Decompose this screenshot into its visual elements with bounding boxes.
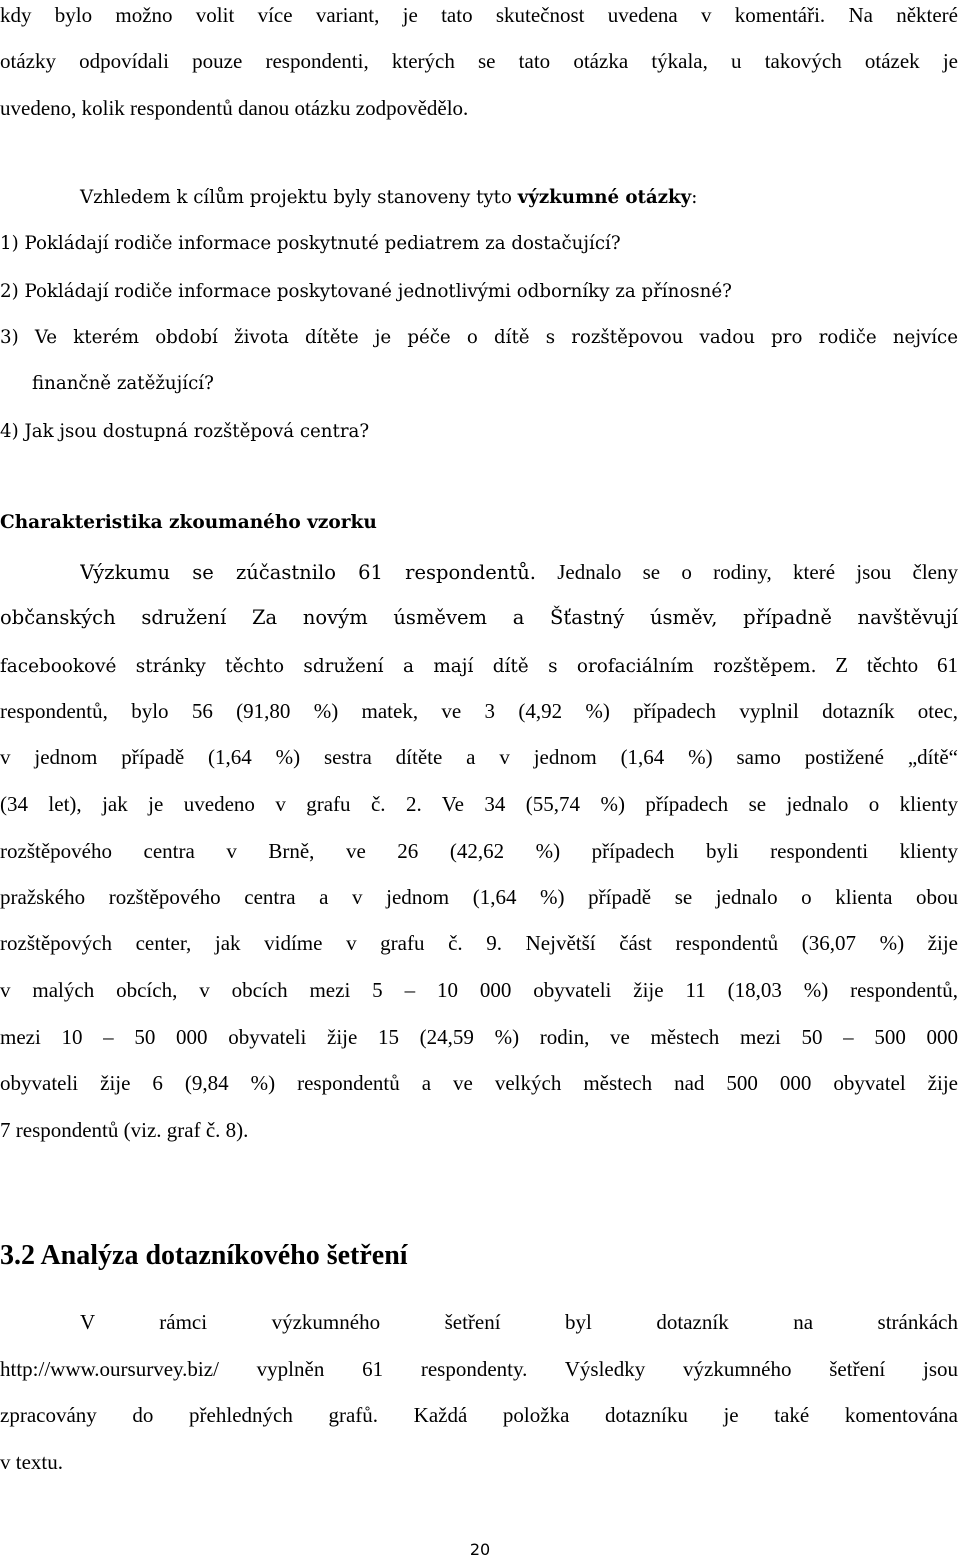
research-question-3-continued: finančně zatěžující? — [32, 373, 214, 394]
page-number: 20 — [469, 1540, 491, 1559]
sample-heading: Charakteristika zkoumaného vzorku — [0, 512, 377, 533]
sample-line-6: (34 let), jak je uvedeno v grafu č. 2. Ve 34 (55,74 %) případech se jednalo o klienty — [0, 792, 958, 816]
research-question-3: 3) Ve kterém období života dítěte je péče o dítě s rozštěpovou vadou pro rodiče nejvíce — [0, 327, 958, 348]
research-questions-intro: Vzhledem k cílům projektu byly stanoveny tyto výzkumné otázky: — [80, 187, 698, 208]
sample-line-5: v jednom případě (1,64 %) sestra dítěte a v jednom (1,64 %) samo postižené „dítě“ — [0, 745, 958, 769]
research-questions-term: výzkumné otázky — [517, 187, 692, 208]
intro-line-2: otázky odpovídali pouze respondenti, kterých se tato otázka týkala, u takových otázek je — [0, 49, 958, 73]
sample-line-12: obyvateli žije 6 (9,84 %) respondentů a ve velkých městech nad 500 000 obyvatel žije — [0, 1071, 958, 1095]
sample-line-11: mezi 10 – 50 000 obyvateli žije 15 (24,59 %) rodin, ve městech mezi 50 – 500 000 — [0, 1025, 958, 1049]
sample-line-9: rozštěpových center, jak vidíme v grafu č. 9. Největší část respondentů (36,07 %) žije — [0, 931, 958, 955]
analysis-line-4: v textu. — [0, 1450, 63, 1474]
sample-line-4: respondentů, bylo 56 (91,80 %) matek, ve 3 (4,92 %) případech vyplnil dotazník otec, — [0, 699, 958, 723]
sample-line-1: Výzkumu se zúčastnilo 61 respondentů. Jednalo se o rodiny, které jsou členy — [80, 560, 958, 584]
analysis-line-1: V rámci výzkumného šetření byl dotazník na stránkách — [80, 1310, 958, 1334]
analysis-line-2: http://www.oursurvey.biz/ vyplněn 61 respondenty. Výsledky výzkumného šetření jsou — [0, 1357, 958, 1381]
intro-line-1: kdy bylo možno volit více variant, je tato skutečnost uvedena v komentáři. Na některé — [0, 3, 958, 27]
intro-line-3: uvedeno, kolik respondentů danou otázku zodpovědělo. — [0, 96, 469, 120]
sample-line-10: v malých obcích, v obcích mezi 5 – 10 000 obyvateli žije 11 (18,03 %) respondentů, — [0, 978, 958, 1002]
section-heading: 3.2 Analýza dotazníkového šetření — [0, 1240, 408, 1271]
analysis-line-3: zpracovány do přehledných grafů. Každá položka dotazníku je také komentována — [0, 1403, 958, 1427]
sample-line-8: pražského rozštěpového centra a v jednom (1,64 %) případě se jednalo o klienta obou — [0, 885, 958, 909]
sample-line-7: rozštěpového centra v Brně, ve 26 (42,62 %) případech byli respondenti klienty — [0, 839, 958, 863]
research-question-1: 1) Pokládají rodiče informace poskytnuté pediatrem za dostačující? — [0, 233, 621, 254]
sample-line-3: facebookové stránky těchto sdružení a mají dítě s orofaciálním rozštěpem. Z těchto 61 — [0, 653, 958, 677]
sample-line-13: 7 respondentů (viz. graf č. 8). — [0, 1118, 249, 1142]
research-question-2: 2) Pokládají rodiče informace poskytované jednotlivými odborníky za přínosné? — [0, 281, 732, 302]
research-question-4: 4) Jak jsou dostupná rozštěpová centra? — [0, 421, 370, 442]
sample-line-2: občanských sdružení Za novým úsměvem a Šťastný úsměv, případně navštěvují — [0, 606, 958, 629]
